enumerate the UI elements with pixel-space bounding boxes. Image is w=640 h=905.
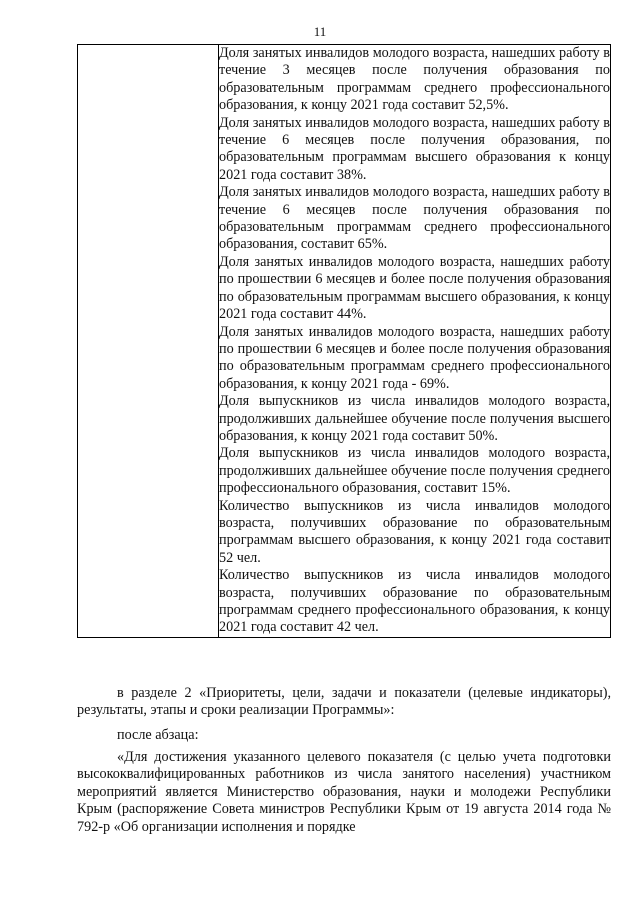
quoted-paragraph: «Для достижения указанного целевого показателя (с целью учета подготовки высококвалифицированных работников из числа занятого населения) участником мероприятий является Министерство образования, науки и молодежи Республики Крым (распоряжение Совета министров Республики Крым от 19 августа 2014 года № 792-р «Об организации исполнения и порядке bbox=[77, 749, 611, 835]
indicator-paragraph: Доля занятых инвалидов молодого возраста, нашедших работу по прошествии 6 месяцев и более после получения образования по образовательным программам среднего профессионального образования, к концу 2021 года - 69%. bbox=[219, 323, 610, 392]
indicator-paragraph: Доля выпускников из числа инвалидов молодого возраста, продолживших дальнейшее обучение после получения среднего профессионального образования, составит 15%. bbox=[219, 445, 610, 497]
section-intro-paragraph: в разделе 2 «Приоритеты, цели, задачи и показатели (целевые индикаторы), результаты, этапы и сроки реализации Программы»: bbox=[77, 685, 611, 719]
indicator-paragraph: Количество выпускников из числа инвалидов молодого возраста, получивших образование по образовательным программам высшего образования, к концу 2021 года составит 52 чел. bbox=[219, 497, 610, 566]
indicators-table bbox=[77, 44, 611, 638]
indicator-paragraph: Количество выпускников из числа инвалидов молодого возраста, получивших образование по образовательным программам среднего профессионального образования, к концу 2021 года составит 42 чел. bbox=[219, 567, 610, 636]
page-number: 11 bbox=[313, 24, 327, 39]
indicator-paragraph: Доля выпускников из числа инвалидов молодого возраста, продолживших дальнейшее обучение после получения высшего образования, к концу 2021 года составит 50%. bbox=[219, 393, 610, 444]
table-cell-indicators bbox=[219, 45, 611, 638]
table-row bbox=[78, 45, 611, 638]
after-paragraph-label: после абзаца: bbox=[117, 727, 199, 743]
indicator-paragraph: Доля занятых инвалидов молодого возраста, нашедших работу по прошествии 6 месяцев и более после получения образования по образовательным программам высшего образования, к концу 2021 года составит 44%. bbox=[219, 253, 610, 323]
indicator-paragraph: Доля занятых инвалидов молодого возраста, нашедших работу в течение 6 месяцев после получения образования, по образовательным программам высшего образования к концу 2021 года составит 38%. bbox=[219, 114, 610, 183]
indicator-paragraph: Доля занятых инвалидов молодого возраста, нашедших работу в течение 6 месяцев после получения образования по образовательным программам среднего профессионального образования, составит 65%. bbox=[219, 184, 610, 253]
indicator-paragraph: Доля занятых инвалидов молодого возраста, нашедших работу в течение 3 месяцев после получения образования по образовательным программам среднего профессионального образования, к концу 2021 года составит 52,5%. bbox=[219, 45, 610, 114]
table-cell-left-empty bbox=[78, 45, 219, 638]
